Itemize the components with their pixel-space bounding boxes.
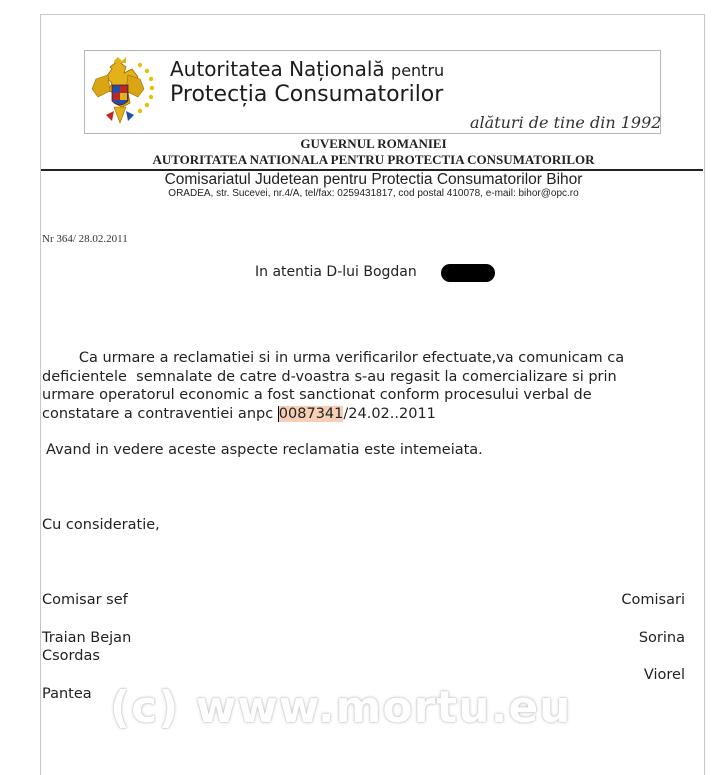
right-signatory-title: Comisari bbox=[621, 592, 685, 608]
left-signatory-title: Comisar sef bbox=[42, 592, 128, 608]
left-signatory-name: Csordas bbox=[42, 648, 100, 664]
commissariat-name: Comisariatul Judetean pentru Protectia Consumatorilor Bihor bbox=[164, 171, 583, 188]
registration-number: Nr 364/ 28.02.2011 bbox=[42, 233, 128, 245]
pv-number-highlight[interactable]: 0087341 bbox=[278, 405, 344, 422]
coat-of-arms-icon bbox=[88, 57, 156, 129]
government-heading: GUVERNUL ROMANIEI bbox=[300, 136, 447, 151]
letterhead-title-line1 bbox=[170, 57, 444, 81]
contact-address: ORADEA, str. Sucevei, nr.4/A, tel/fax: 0259431817, cod postal 410078, e-mail: bihor@opc.ro bbox=[168, 188, 579, 199]
redacted-surname bbox=[441, 264, 495, 282]
letterhead-title-main: Autoritatea Națională bbox=[170, 57, 385, 81]
right-signatory-name: Viorel bbox=[643, 667, 685, 683]
paragraph-line: Ca urmare a reclamatiei si in urma verificarilor efectuate,va comunicam ca bbox=[42, 350, 625, 366]
attention-line: In atentia D-lui Bogdan bbox=[255, 264, 417, 280]
paragraph-line-suffix: /24.02..2011 bbox=[343, 405, 436, 422]
paragraph-line: deficientele semnalate de catre d-voastra s-au regasit la comercializare si prin bbox=[42, 368, 617, 385]
left-signatory-name: Pantea bbox=[42, 686, 92, 702]
letterhead-title-line2: Protecția Consumatorilor bbox=[170, 82, 444, 107]
right-signatory-name: Sorina bbox=[638, 630, 685, 646]
letterhead-title-small: pentru bbox=[391, 61, 445, 80]
paragraph-line-last bbox=[42, 405, 702, 424]
closing-salutation: Cu consideratie, bbox=[42, 517, 160, 533]
left-signatory-name: Traian Bejan bbox=[42, 630, 132, 646]
paragraph-line-prefix: constatare a contraventiei anpc bbox=[42, 405, 278, 422]
letterhead-motto: alături de tine din 1992 bbox=[470, 113, 662, 132]
body-paragraph bbox=[42, 349, 702, 423]
paragraph-line: urmare operatorul economic a fost sanctionat conform procesului verbal de bbox=[42, 387, 592, 403]
authority-heading: AUTORITATEA NATIONALA PENTRU PROTECTIA CONSUMATORILOR bbox=[152, 152, 595, 167]
conclusion-line: Avand in vedere aceste aspecte reclamatia este intemeiata. bbox=[46, 442, 483, 458]
watermark: (c) www.mortu.eu bbox=[110, 682, 572, 733]
